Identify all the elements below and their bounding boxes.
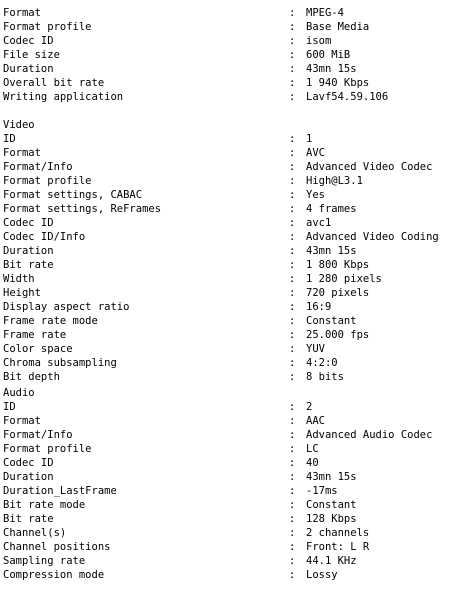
field-value: 43mn 15s <box>306 63 357 75</box>
field-separator: : <box>289 189 296 201</box>
field-separator: : <box>289 147 296 159</box>
info-row <box>3 484 338 498</box>
field-name: Format profile <box>3 175 92 187</box>
info-row <box>3 400 312 414</box>
info-row <box>3 356 338 370</box>
field-name: Compression mode <box>3 569 105 581</box>
field-name: Width <box>3 273 35 285</box>
info-row <box>3 174 363 188</box>
field-value: Advanced Video Coding <box>306 231 439 243</box>
field-value: 8 bits <box>306 371 344 383</box>
field-name: Duration <box>3 245 54 257</box>
info-row <box>3 258 369 272</box>
field-name: Bit rate <box>3 513 54 525</box>
field-name: Writing application <box>3 91 124 103</box>
field-name: Chroma subsampling <box>3 357 117 369</box>
field-value: 25.000 fps <box>306 329 370 341</box>
field-value: 1 280 pixels <box>306 273 382 285</box>
field-value: AAC <box>306 415 325 427</box>
info-row <box>3 442 319 456</box>
field-name: Height <box>3 287 41 299</box>
info-row <box>3 414 325 428</box>
field-name: Bit depth <box>3 371 60 383</box>
info-row <box>3 470 357 484</box>
field-name: Codec ID <box>3 217 54 229</box>
field-separator: : <box>289 273 296 285</box>
info-row <box>3 230 439 244</box>
field-separator: : <box>289 217 296 229</box>
info-row <box>3 90 388 104</box>
field-name: Format profile <box>3 443 92 455</box>
field-name: Bit rate mode <box>3 499 86 511</box>
info-row <box>3 132 312 146</box>
field-name: Format/Info <box>3 429 73 441</box>
field-separator: : <box>289 415 296 427</box>
info-row <box>3 216 331 230</box>
field-separator: : <box>289 541 296 553</box>
section-heading-audio: Audio <box>3 387 35 399</box>
field-name: Format settings, CABAC <box>3 189 143 201</box>
field-name: File size <box>3 49 60 61</box>
field-value: 16:9 <box>306 301 332 313</box>
info-row <box>3 526 369 540</box>
field-separator: : <box>289 527 296 539</box>
field-separator: : <box>289 357 296 369</box>
field-value: Advanced Video Codec <box>306 161 433 173</box>
field-separator: : <box>289 343 296 355</box>
field-separator: : <box>289 49 296 61</box>
field-name: Format profile <box>3 21 92 33</box>
field-value: 720 pixels <box>306 287 370 299</box>
info-row <box>3 456 319 470</box>
field-separator: : <box>289 555 296 567</box>
field-separator: : <box>289 401 296 413</box>
field-separator: : <box>289 329 296 341</box>
field-name: Sampling rate <box>3 555 86 567</box>
field-name: Display aspect ratio <box>3 301 130 313</box>
field-name: ID <box>3 133 16 145</box>
field-separator: : <box>289 35 296 47</box>
field-name: Channel positions <box>3 541 111 553</box>
field-name: Codec ID/Info <box>3 231 86 243</box>
field-name: Duration_LastFrame <box>3 485 117 497</box>
field-value: 44.1 KHz <box>306 555 357 567</box>
info-row <box>3 188 325 202</box>
field-value: Constant <box>306 315 357 327</box>
field-separator: : <box>289 471 296 483</box>
field-value: YUV <box>306 343 325 355</box>
field-separator: : <box>289 231 296 243</box>
info-row <box>3 328 369 342</box>
field-value: isom <box>306 35 332 47</box>
info-row <box>3 498 357 512</box>
field-separator: : <box>289 499 296 511</box>
field-value: -17ms <box>306 485 338 497</box>
info-row <box>3 512 357 526</box>
field-name: Format <box>3 415 41 427</box>
info-row <box>3 568 338 582</box>
field-value: avc1 <box>306 217 332 229</box>
info-row <box>3 160 432 174</box>
field-name: Frame rate mode <box>3 315 98 327</box>
field-separator: : <box>289 91 296 103</box>
field-name: Overall bit rate <box>3 77 105 89</box>
field-separator: : <box>289 301 296 313</box>
field-value: 43mn 15s <box>306 471 357 483</box>
field-value: 600 MiB <box>306 49 351 61</box>
info-row <box>3 202 357 216</box>
field-value: 2 <box>306 401 313 413</box>
field-value: 4 frames <box>306 203 357 215</box>
field-value: Advanced Audio Codec <box>306 429 433 441</box>
info-row <box>3 554 357 568</box>
section-heading-video: Video <box>3 119 35 131</box>
field-name: Format settings, ReFrames <box>3 203 162 215</box>
field-name: Color space <box>3 343 73 355</box>
field-name: Codec ID <box>3 35 54 47</box>
info-row <box>3 342 325 356</box>
field-name: Bit rate <box>3 259 54 271</box>
field-name: Channel(s) <box>3 527 67 539</box>
field-separator: : <box>289 245 296 257</box>
field-value: Lossy <box>306 569 338 581</box>
field-separator: : <box>289 429 296 441</box>
field-separator: : <box>289 259 296 271</box>
field-value: 1 940 Kbps <box>306 77 370 89</box>
field-name: ID <box>3 401 16 413</box>
field-separator: : <box>289 443 296 455</box>
info-row <box>3 428 432 442</box>
field-name: Codec ID <box>3 457 54 469</box>
field-name: Format/Info <box>3 161 73 173</box>
field-value: MPEG-4 <box>306 7 344 19</box>
info-row <box>3 370 344 384</box>
field-separator: : <box>289 569 296 581</box>
field-value: 1 800 Kbps <box>306 259 370 271</box>
field-value: 40 <box>306 457 319 469</box>
field-value: 4:2:0 <box>306 357 338 369</box>
info-row <box>3 286 369 300</box>
field-separator: : <box>289 287 296 299</box>
info-row <box>3 34 331 48</box>
field-name: Duration <box>3 471 54 483</box>
field-separator: : <box>289 21 296 33</box>
field-separator: : <box>289 513 296 525</box>
field-value: Base Media <box>306 21 370 33</box>
field-name: Duration <box>3 63 54 75</box>
field-value: Yes <box>306 189 325 201</box>
info-row <box>3 48 350 62</box>
field-separator: : <box>289 77 296 89</box>
field-name: Frame rate <box>3 329 67 341</box>
field-separator: : <box>289 175 296 187</box>
info-row <box>3 62 357 76</box>
info-row <box>3 76 369 90</box>
info-row <box>3 272 382 286</box>
field-separator: : <box>289 315 296 327</box>
field-value: 128 Kbps <box>306 513 357 525</box>
field-separator: : <box>289 133 296 145</box>
field-value: 43mn 15s <box>306 245 357 257</box>
field-separator: : <box>289 371 296 383</box>
field-separator: : <box>289 203 296 215</box>
field-value: 2 channels <box>306 527 370 539</box>
field-name: Format <box>3 147 41 159</box>
field-separator: : <box>289 161 296 173</box>
info-row <box>3 300 331 314</box>
field-separator: : <box>289 457 296 469</box>
field-value: High@L3.1 <box>306 175 363 187</box>
field-value: LC <box>306 443 319 455</box>
field-name: Format <box>3 7 41 19</box>
info-row <box>3 540 369 554</box>
info-row <box>3 146 325 160</box>
field-value: Front: L R <box>306 541 370 553</box>
field-value: Lavf54.59.106 <box>306 91 389 103</box>
field-value: AVC <box>306 147 325 159</box>
field-separator: : <box>289 63 296 75</box>
field-separator: : <box>289 7 296 19</box>
info-row <box>3 244 357 258</box>
info-row <box>3 314 357 328</box>
info-row <box>3 20 369 34</box>
field-value: Constant <box>306 499 357 511</box>
info-row <box>3 6 344 20</box>
field-value: 1 <box>306 133 313 145</box>
field-separator: : <box>289 485 296 497</box>
